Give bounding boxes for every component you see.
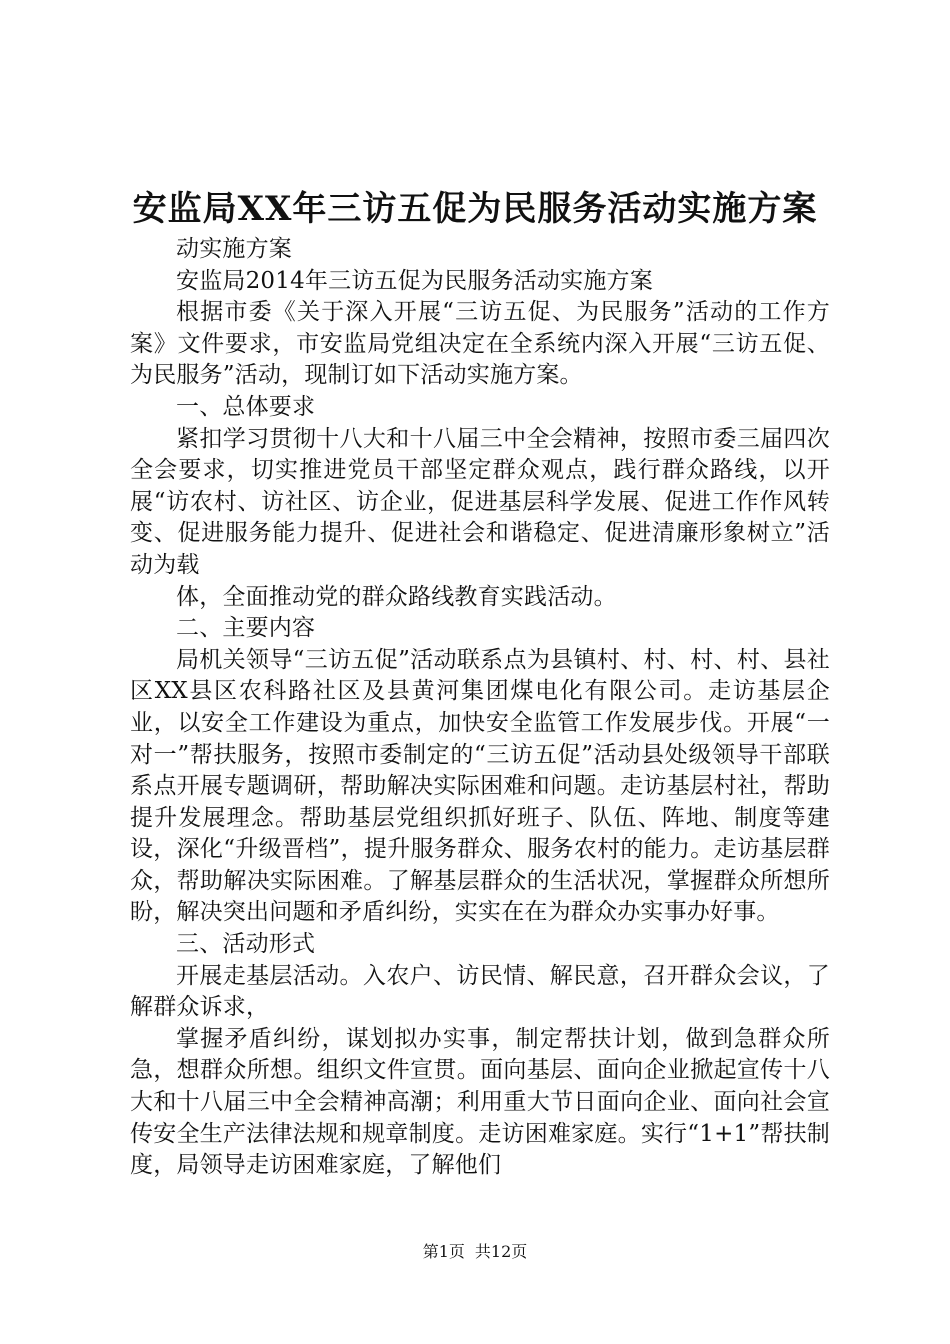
page-footer (0, 1240, 950, 1264)
section-heading: 二、主要内容 (176, 615, 316, 642)
document-body (130, 234, 830, 1182)
paragraph: 体，全面推动党的群众路线教育实践活动。 (176, 583, 617, 610)
paragraph: 安监局2014年三访五促为民服务活动实施方案 (176, 267, 653, 294)
paragraph: 根据市委《关于深入开展“三访五促、为民服务”活动的工作方案》文件要求，市安监局党组决定在全系统内深入开展“三访五促、为民服务”活动，现制订如下活动实施方案。 (130, 299, 830, 389)
paragraph: 动实施方案 (176, 236, 292, 262)
paragraph: 紧扣学习贯彻十八大和十八届三中全会精神，按照市委三届四次全会要求，切实推进党员干部坚定群众观点，践行群众路线，以开展“访农村、访社区、访企业，促进基层科学发展、促进工作作风转变、促进服务能力提升、促进社会和谐稳定、促进清廉形象树立”活动为载 (130, 425, 830, 578)
section-heading: 一、总体要求 (176, 393, 316, 420)
paragraph: 局机关领导“三访五促”活动联系点为县镇村、村、村、村、县社区XX县区农科路社区及县黄河集团煤电化有限公司。走访基层企业，以安全工作建设为重点，加快安全监管工作发展步伐。开展“一对一”帮扶服务，按照市委制定的“三访五促”活动县处级领导干部联系点开展专题调研，帮助解决实际困难和问题。走访基层村社，帮助提升发展理念。帮助基层党组织抓好班子、队伍、阵地、制度等建设，深化“升级晋档”，提升服务群众、服务农村的能力。走访基层群众，帮助解决实际困难。了解基层群众的生活状况，掌握群众所想所盼，解决突出问题和矛盾纠纷，实实在在为群众办实事办好事。 (130, 646, 830, 926)
page-total: 共12页 (474, 1242, 528, 1261)
page-number: 第1页 (422, 1242, 465, 1261)
document-title: 安监局XX年三访五促为民服务活动实施方案 (132, 189, 818, 229)
paragraph: 开展走基层活动。入农户、访民情、解民意，召开群众会议，了解群众诉求， (130, 962, 830, 1021)
paragraph: 掌握矛盾纠纷，谋划拟办实事，制定帮扶计划，做到急群众所急，想群众所想。组织文件宣贯。面向基层、面向企业掀起宣传十八大和十八届三中全会精神高潮；利用重大节日面向企业、面向社会宣传安全生产法律法规和规章制度。走访困难家庭。实行“1+1”帮扶制度，局领导走访困难家庭，了解他们 (130, 1025, 830, 1179)
section-heading: 三、活动形式 (176, 931, 316, 958)
